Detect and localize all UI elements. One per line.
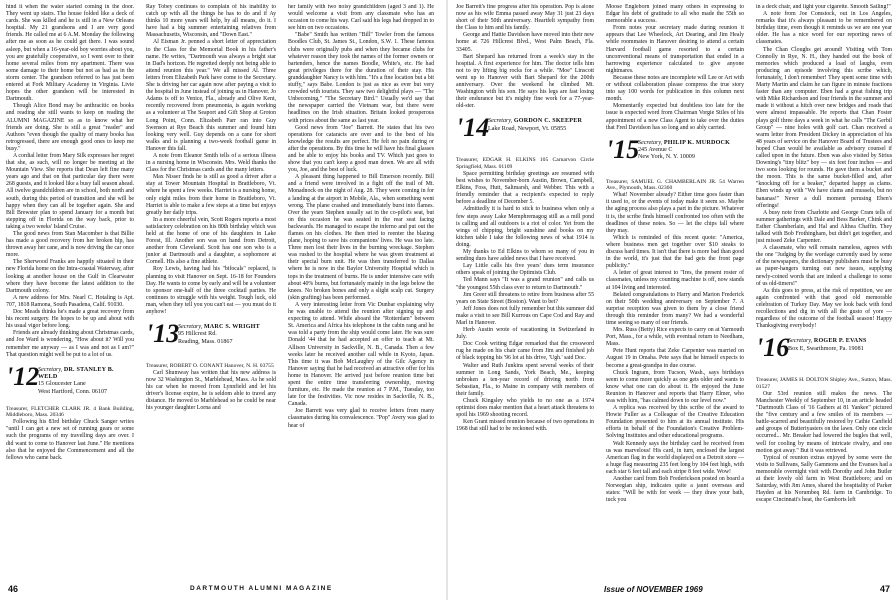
paragraph: Space permitting birthday greetings are resumed with best wishes to November-born Austin, Brown, Campbell, Elkins, Foss, Hutt, Saltmarsh, and Webber. This with a friendly reminder that a recipient's expected to reply before a deadline of December 5. <box>456 171 594 206</box>
paragraph: A classmate, who will remain nameless, agrees with the one "Judging by the wordage currently used by some of the newspapers, the dictionary publishers must be busy as paper-hangers turning out new issues, supplying newly-coined words that are indeed a challenge to some of us old-timers!" <box>756 245 892 287</box>
secretary-address-line-2: New York, N. Y. 10009 <box>638 154 695 161</box>
secretary-role: Secretary, <box>178 324 203 331</box>
secretary-role: Secretary, <box>788 338 813 345</box>
class-heading-1916 <box>756 334 892 374</box>
class-heading-1912 <box>6 363 134 403</box>
paragraph: Carl Shumway has written that his new address is now 32 Washington St., Marblehead, Mass. As he sold his car when he moved from Lynnfield and let his driver's license expire, he is seldom able to travel any distance. He moved to Marblehead so he could be near his younger daughter Lorna and <box>146 369 276 412</box>
class-secretary-info <box>788 338 892 353</box>
secretary-address-line-1: Box E, Swarthmore, Pa. 19081 <box>788 345 864 352</box>
paragraph: Joe Barrett's fine progress after his operation. Pop is alone now as his wife Emma passed away May 31 just 23 days short of their 50th anniversary. Heartfelt sympathy from the Class to him and his family. <box>456 4 594 32</box>
paragraph: Ted Mann says "It was a grand reunion" and calls us "the youngest 55th class ever to return to Dartmouth." <box>456 277 594 291</box>
class-heading-1915 <box>606 136 744 176</box>
class-secretary-info <box>178 324 276 346</box>
paragraph: Jeff Jones does not fully remember but this summer did make a visit to see Bill Kurrous on Cape Cod and Ray and Marl in Hanover. <box>456 305 594 326</box>
secretary-role: Secretary, <box>638 139 663 146</box>
paragraph: Chuck Ingram, from Tucson, Wash., says birthdays seem to come more quickly as one gets older and wants to know what one can do about it. He enjoyed the June Reunion in Hanover and reports that Harry Elmer, who was with him, "has calmed down to our level now." <box>606 369 744 404</box>
paragraph: The Sherwood Franks are happily situated in their new Florida home on the Intra-coastal Waterway, after looking at another house on the Gulf in Clearwater where they have become the latest addition to the Dartmouth colony. <box>6 259 134 294</box>
issue-date: Issue of NOVEMBER 1969 <box>604 585 703 594</box>
paragraph: Joe Barrett was very glad to receive letters from many classmates during his convalescence. "Pop" Avery was glad to hear of <box>288 408 434 429</box>
secretary-name: ROGER P. EVANS <box>813 338 867 345</box>
paragraph: A replica was received by this scribe of the award to Howie Fuller as a Colleague of the Creative Education Foundation presented to him at its annual institute. His efforts in behalf of the Foundation's Creative Problem-Solving Institutes and other educational programs. <box>606 405 744 440</box>
secretary-address-line-2: Reading, Mass. 01867 <box>178 338 233 345</box>
paragraph: Ray Tobey continues to complain of his inability to catch up with all the things he has to do and if Ay thinks 10 more years will help, by all means, do it. I have had a big summer entertaining relatives from Massachusetts, Wisconsin, and "Down East." <box>146 4 276 39</box>
paragraph: My thanks to Ed Elkins to whom so many of you in sending dues have added news that I have received. <box>456 249 594 263</box>
secretary-address-line-1: 95 Hillcrest Rd. <box>178 331 217 338</box>
paragraph: A busy note from Charlotte and George Cram tells of summer gatherings with Dale and Bess Barker, Chink and Esther Chamberlain, and Hal and Althea Chaffin. They talked with Bob Frothingham, but didn't get together, and just missed Zeke Carpenter. <box>756 209 892 245</box>
paragraph: Al Eisman Jr. penned a short letter of appreciation to the Class for the Memorial Book in his father's name. He writes, "Dartmouth was always a bright star in Dad's horizon. He regretted deeply not being able to attend reunion this year." We all missed Al. Three letters from Elizabeth Park have come to the Secretary. She is driving her car again now after paying a visit to the hospital in June instead of joining us in Hanover. Jo Adams is off to Venice, Fla., already and Olive Kent, recently recovered from pneumonia, is again working as a volunteer at The Seaport and Gift Shop at Groton Long Point, Conn. Elizabeth Parr ran into Guy Swenson at Rye Beach this summer and found him looking very well. Guy depends on a cane for short walks and is planning a two-week football game in Hanover this fall. <box>146 39 276 152</box>
paragraph: Roy Lewis, having had his "bifocals" replaced, is planning to visit Hanover on Sept. 16-18 for Founders Day. He wants to come by early and will be a volunteer to sponsor one-half of the three cocktail parties. He continues to struggle with his weight. Tough luck, old man, when they tell you you can't eat — you must do it anyhow! <box>146 266 276 316</box>
paragraph: Belated congratulations to Harry and Marion Frederick on their 50th wedding anniversary on September 7. A surprise reception was given to them by a close friend through this reminder from many? We had a wonderful time seeing so many of our friends. <box>606 291 744 326</box>
class-heading-1913 <box>146 320 276 360</box>
treasurer-info: Treasurer, FLETCHER CLARK JR. 4 Bank Building, Middleboro, Mass. 20346 <box>6 405 134 419</box>
paragraph: In a more cheerful vein, Scott Rogers reports a most satisfactory celebration on his 80th birthday which was held at the home of one of his daughters in Lake Forest, Ill. Another son was on hand from Detroit, another from Cleveland. Scott has one son who is a junior at Dartmouth and a daughter, a sophomore at Cornell. His also a fine athlete. <box>146 216 276 266</box>
secretary-address-line-1: 245 Avenue C <box>638 146 673 153</box>
left-column-1 <box>6 4 134 578</box>
paragraph: A very interesting letter from Vic Dunbar explaining why he was unable to attend the reunion after signing up and expecting to attend. While aboard the "Rotterdam" between St. America and Africa his telephone in the cabin rang and he was told a party from the ship would come later. He was sure Donald '44 that he had accepted an offer to teach at Mt. Allison University in Sackville, N. B., Canada. Then a few weeks later he received another call while in Kyoto, Japan. This time it was Bob McLaughry of the Gilc Agency in Hanover saying that he had received an attractive offer for his home in Hanover. He arrived just before reunion time but spent the entire time transferring ownership, moving furniture, etc. He made the reunion at 7 P.M., Tuesday, too late for the festivities. Vic now resides in Sackville, N. B., Canada. <box>288 301 434 408</box>
paragraph: Good news from "Joe" Barrett. He states that his two operations for cataracts are over and to the best of his knowledge the results are perfect. He felt no pain during or after the operations. By this time he will have his final glasses and be able to enjoy his books and TV. Which just goes to show that you can't keep a good man down. We are all with you, Joe, and the best of luck. <box>288 124 434 174</box>
paragraph: Friends are already thinking about Christmas cards, and Joe Ward is wondering, "How about it? Will you remember me anyway — as I was and not as I am?" That question might well be put to a lot of us. <box>6 330 134 358</box>
paragraph: Momentarily expected but doubtless too late for the issue is expected word from Chairman Vorgie Stiles of his appointment of a new Class Agent to take over the duties that Fred Davidson has so long and so ably carried. <box>606 103 744 131</box>
paragraph: A note from Joe Comstock, out in Los Angeles, remarks that it's always pleasant to be remembered on birthday time, even though it reminds us we are one year older. He has a nice word for our reporting news of classmates. <box>756 11 892 46</box>
secretary-name: MARC S. WRIGHT <box>203 324 260 331</box>
paragraph: What! November already? Either time goes faster than it used to, or the events of today make it seem so. Maybe the aging process also plays a part in the picture. Whatever it is, the scribe finds himself confronted too often with the deadlines of these notes. So — let the chips fall where they may. <box>606 192 744 234</box>
paragraph: A note from Eleanor Smith tells of a serious illness in a nursing home in Wisconsin. Mrs. Weld thanks the Class for the Christmas cards and the many letters. <box>146 152 276 174</box>
paragraph: Doc Meads thinks he's made a great recovery from his recent surgery. He hopes to be up and about with his usual vigor before long. <box>6 309 134 330</box>
treasurer-info: Treasurer, EDGAR H. ELKINS 105 Carnarvon Circle Springfield, Mass. 01109 <box>456 157 594 171</box>
class-year: '15 <box>606 134 640 164</box>
right-column-1 <box>456 4 594 578</box>
paragraph: Mrs. Russ (Betty) Rice expects to carry on at Yarmouth Port, Mass., for a while, with eventual return to Needham, Mass. <box>606 327 744 348</box>
magazine-name: DARTMOUTH ALUMNI MAGAZINE <box>190 585 333 592</box>
secretary-name: DR. STANLEY B. WELD <box>38 366 114 380</box>
paragraph: A cordial letter from Mary Silk expresses her regret that she, as such, will no longer be meeting at the Mountain View. She reports that Dean left fine many years ago and that on that particular day there were 268 guests, and it looked like a busy fall season ahead. All twelve grandchildren are in school, both north and south, during this period of transition and she will be happy when they can all be together again. She and Bill Brewster plan to spend January for a month but stepping off in Florida on the way back, prior to taking a two weeks' Island Cruise. <box>6 152 134 230</box>
paragraph: Lay Little calls his five years' dues term insurance others speak of joining the Optimists Club. <box>456 263 594 277</box>
class-year: '14 <box>456 113 490 143</box>
paragraph: Following his 83rd birthday Chuck Sanger writes "until I can get a new set of running gears or some such the programs of my travelling days are over. I did want to come to Hanover last June." He mentions also that he enjoyed the Commencement and all the fellows who came back. <box>6 419 134 461</box>
treasurer-info: Treasurer, ROBERT O. CONANT Hanover, N. H. 03755 <box>146 363 274 370</box>
treasurer-info: Treasurer, JAMES H. DOLTON Shipley Ave., Sutton, Mass. 01527 <box>756 377 892 391</box>
paragraph: "Babe" Smith has written "Bill" Towler from the famous Boodles Club, St. James St., London, S.W. 1. These famous clubs were originally pubs and when they became clubs for whatever reason they took the names of the former owners or bartenders, hence the names Boodle, White's, etc. He had great privileges there for the duration of their stay. His granddaughter Nancy is with him. "It's a fine location but a bit stuffy," says Babe. London is just as nice as ever but very crowded with tourists. They saw two delightful plays — "The Unbecoming," "The Secretary Bird." Usually we'd say that the newspaper carried the Vietnam war, but there were headlines on the Irish situation. Britain looked prosperous with prices about the same as last year. <box>288 32 434 124</box>
secretary-address-line-2: West Hartford, Conn. 06107 <box>38 388 108 395</box>
paragraph: Bart Shepard has returned from a week's stay in the hospital. A first experience for him. The doctor tells him not to try lifting big rocks for a while. "Moe" Linscott went up to Hanover with Bart Shepard for the 200th anniversary. Over the weekend he climbed Mt. Washington with his son. He says his legs are fast losing their endurance but it's mighty fine work for a 77-year-old-ster. <box>456 53 594 110</box>
paragraph: Though Alice Bond may be anthracitic on books and reading she still wants to keep on reading the ALUMNI MAGAZINE so as to know what her friends are doing. She is still a great "reader" and Authors "even though the quality of many books has retrogressed, there are enough good ones to keep me busy." <box>6 103 134 152</box>
secretary-role: Secretary, <box>38 366 63 373</box>
paragraph: hind it when the water started coming in the door. They went up stairs. The house folded like a deck of cards. She was killed and he is still in a New Orleans hospital. My 21 grandsons and I are very good friends. He called me at 6 A.M. Monday the following after me as soon as he could get there. I was sound asleep, but when a 16-year-old boy worries about you, you are gratefully cooperative, so I went over to their home several miles from my apartment. There was some damage to their home but not as bad as in the storm center. The grandson referred to has just been entered at Fork Military Academy in Virginia. Livie hopes the other grandson will be interested in Dartmouth. <box>6 4 134 103</box>
paragraph: Chuck Kingsley who yields to no one as a 1974 optimist does make mention that a heart attack threatens to spoil his 1969 shooting record. <box>456 398 594 419</box>
paragraph: A new address for Mrs. Nearl C. Hotaling is Apt. 707, 1818 Ramona, South Pasadena, Calif. 91030. <box>6 294 134 308</box>
right-column-3 <box>756 4 892 578</box>
class-heading-1914 <box>456 114 594 154</box>
paragraph: From notes your secretary made during reunion it appears that Lee Wheelock, Art Dearing, and Jim Healy while roommates in Hanover desiring to attend a certain Harvard football game resorted to a certain unconventional means of transportation that ended in a harrowing experience calculated to give anyone nightmares. <box>606 25 744 74</box>
paragraph: Admittedly it is hard to stick to business when only a few steps away Lake Memphremagog still as a mill pond is calling and all outdoors is a riot of color. Yet from the wings of chipping, bright sunshine and books on my kitchen table I take the following news of what 1914 is doing. <box>456 206 594 248</box>
class-secretary-info <box>638 140 744 162</box>
paragraph: Jim Greer still threatens to retire from business after 55 years on State Street (Boston). Want to bet? <box>456 291 594 305</box>
class-secretary-info <box>38 367 134 396</box>
paragraph: in a deck chair, and light your cigarette. Smooth Sailing!" <box>756 4 891 10</box>
paragraph: Because these notes are incomplete will Lee or Art with or without collaboration please compress the true story into say 100 words for publication in this column next month. <box>606 74 744 103</box>
paragraph: Walter and Ruth Junkins spent several weeks of their summer in Long Sands, York Beach, Me., keeping unbroken a ten-year record of driving north from Sebastian, Fla., to Maine in company with members of their family. <box>456 362 594 397</box>
paragraph: The Chan Cloughs get around! Visiting with Tom Connolly in Rye, N. H., they handed out the book of memories which produced a load of laughs, even producing an episode involving this scribe which, fortunately, I don't remember! They spent some time with Marty Martin and claim he can figure in minute fractions faster than any computer. Eben had a great fishing trip with Mike Richardson and four friends in the summer and made it without a hitch over new bridges and roads that were almost impassable. He reports that Chan Foster plays golf three days a week in what he calls "The Gerbil Group" — nine holes with golf cart. Chan received a warm letter from President Dickey in appreciation of his 48 years of service on the Hanover Board of Trustees and hoped Chan would be available as advisory counsel if called upon in the future. Eben was also visited by Sirius Downing's "tiny blitz" boy — six feet four inches — and two sons looking for rounds. He gave them a bucket and the moon. This is the same bucket-filled and, after "knocking off for a beaker," departed happy as clams. Eben winds up with "We have clams and mussels, but no bananas!" Never a dull moment perusing Eben's offerings! <box>756 46 892 209</box>
secretary-name: GORDON C. SKEEPER <box>513 118 583 125</box>
right-column-2 <box>606 4 744 578</box>
class-secretary-info <box>488 118 594 133</box>
paragraph: Moose Engleborn joined many others in expressing to Edgar his debt of gratitude to all who made the 55th so memorable a success. <box>606 4 744 25</box>
paragraph: George and Hattie Davidson have moved into their new home at 726 Hillcrest Blvd., West Palm Beach, Fla. 33405. <box>456 32 594 53</box>
secretary-address-line-1: Lake Road, Newport, Vt. 05855 <box>488 125 567 132</box>
page-number: 47 <box>879 584 890 594</box>
paragraph: her family with two noisy grandchildren (aged 3 and 1). He would welcome a visit from any classmate who has an occasion to come his way. Carl said his legs had dropped in to see him on two occasions. <box>288 4 434 32</box>
paragraph: Ken Grant missed reunion because of two operations in 1968 that still had to be reckoned with. <box>456 419 594 433</box>
paragraph: Max Nisser finds he is still as good a driver after a stay at Tower Mountain Hospital in Brattleboro, Vt. where he spent a few weeks. Harriet is a nursing home, only eight miles from their home in Brattleboro, Vt. Harriet is able to make a few steps at a time but enjoys greatly her daily trips. <box>146 174 276 216</box>
paragraph: As this goes to press, at the risk of repetition, we are again confronted with that good old memorable celebration of Turkey Day. May we look back with fond recollections and dig in with all the gusto of yore — regardless of the outcome of the football season! Happy Thanksgiving everybody! <box>756 287 892 330</box>
left-page <box>0 0 440 600</box>
left-column-3 <box>288 4 434 578</box>
paragraph: Typical of reunion extras enjoyed by some were the visits to Sullivans, Sally Gammons and the Evanses had a memorable overnight visit with Dorothy and John Butler at their lovely old farm in West Brattleboro; and on Saturday, with Jim Ames, shared the hospitality of Parker Hayden at his Norumbeq Rd. farm in Cambridge. To escape Cincinnati's heat, the Gamborts left <box>756 454 892 504</box>
paragraph: The good news from Stan Macomber is that Billie has made a good recovery from her broken hip, has thrown away her cane, and is now driving the car once more. <box>6 231 134 259</box>
paragraph: A pleasant thing happened to Bill Emerson recently. Bill and a friend were involved in a fight off the trail of Mt. Monadnock on the night of Aug. 28. They were coming in for a landing at the airport in Mobile, Ala., when something went wrong. The plane crashed and immediately burst into flames. Over the years Stephen usually sat in the co-pilot's seat, but on this occasion he was seated in the rear seat facing backwards. He managed to escape the inferno and put out the flames on his clothes. He then tried to reenter the blazing plane, hoping to save his companions' lives. He was too late. Three men lost their lives in the burning wreckage. Stephen was rushed to the hospital where he was given treatment at their special burn unit. He was then transferred to Dallas where he is now in the Baylor University Hospital which is tops in the treatment of burns. He is under intensive care with about 40% burns, but fortunately mainly in the legs below the knees. No broken bones and only a slight scalp cut. Surgery (skin grafting) has been performed. <box>288 174 434 301</box>
paragraph: Pete Hunt reports that Zeke Carpenter was married on August 19 in Omaha. Pete says that he himself expects to become a great-grandpa in due course. <box>606 348 744 369</box>
treasurer-info: Treasurer, SAMUEL G. CHAMBERLAIN JR. 54 Warren Ave., Plymouth, Mass. 02360 <box>606 178 744 192</box>
left-column-2 <box>146 4 276 578</box>
class-year: '12 <box>6 361 40 391</box>
paragraph: Doc Cook writing Edgar remarked that the crossword rug he made on his chair came from Jim and finished job of black topping his '96 lot at his drive, 'Ugh.' said Doc. <box>456 341 594 362</box>
paragraph: Which is reminded of this recent quote: "America, where business men get together over $10 steaks to discuss hard times. It isn't that there is more bad than good in the world, it's just that the bad gets the front page publicity." <box>606 234 744 270</box>
paragraph: Walt Kennedy says the birthday card he received from us was marvelous! His card, in turn, enclosed the largest American flag in the world displayed on a Detroit store — a huge flag measuring 235 feet long by 104 feet high, with each star 6 feet tall and each stripe 8 feet wide. Wow! <box>606 440 744 475</box>
paragraph: Our 53rd reunion still makes the news. The Manchester Weekly of September 10, in an article headed "Dartmouth Class of '16 Gathers at 81 Yankee" pictured the "five century and a few smiles of its members — battle-scarred and beautifully restored by Cathie Canfield and groups of Butteriyasters on the lawn. Only one circle occurred... Mr. Breaker had lowered the bugles that well, well for cooling by means of intricate rivalry, and one motion got away." But it was retrieved. <box>756 390 892 454</box>
page-number: 46 <box>8 584 19 594</box>
paragraph: Another card from Bob Frederickson posted on board a Norwegian ship, indicates quite a jaunt overseas and states: "Will be with for week — they draw your bath, tuck you <box>606 476 744 504</box>
secretary-name: PHILIP K. MURDOCK <box>663 139 731 146</box>
class-year: '16 <box>756 333 790 363</box>
gutter-divider <box>446 0 448 600</box>
secretary-role: Secretary, <box>488 118 513 125</box>
class-year: '13 <box>146 319 180 349</box>
paragraph: Herb Austin wrote of vacationing in Switzerland in July. <box>456 327 594 341</box>
right-page <box>454 0 896 600</box>
secretary-address-line-1: 15 Gloucester Lane <box>38 381 86 388</box>
paragraph: A letter of great interest to "Ires, the present roster of classmates, unless my counting machine is off, now stands at 104 living and interested. <box>606 270 744 291</box>
